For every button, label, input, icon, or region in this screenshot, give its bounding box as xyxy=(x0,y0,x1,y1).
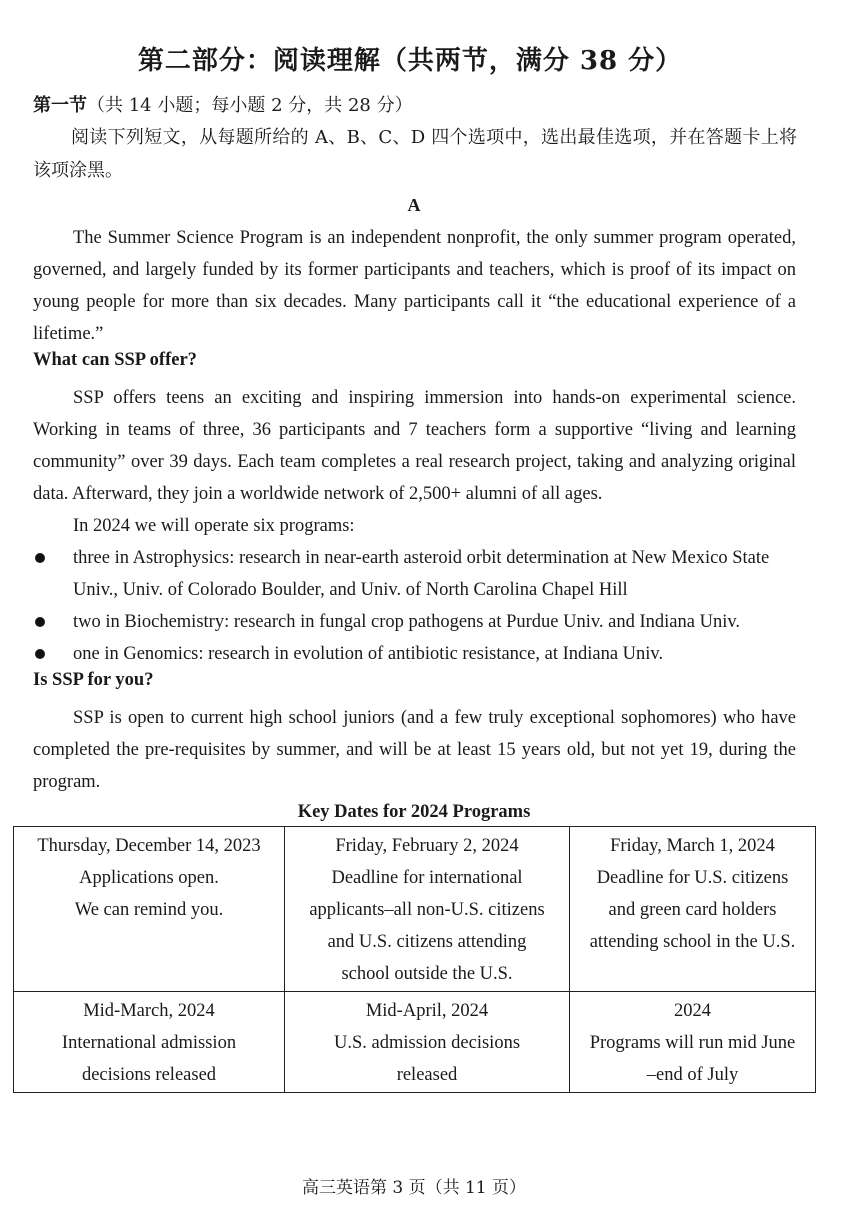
cell-date: 2024 xyxy=(674,1001,711,1021)
cell-text: Programs will run mid June xyxy=(589,1033,796,1053)
cell-text: Deadline for international xyxy=(331,868,523,888)
cell-date: Mid-April, 2024 xyxy=(365,1001,489,1021)
bullet-icon xyxy=(35,553,45,563)
cell-text: attending school in the U.S. xyxy=(589,932,796,952)
table-cell xyxy=(285,827,570,992)
key-dates-table xyxy=(13,826,816,1093)
passage-intro: The Summer Science Program is an independent nonprofit, the only summer program operated, governed, and largely funded by its former participants and teachers, which is proof of its impact on young people for more than six decades. Many participants call it “the educational experience of a lifetime.” xyxy=(33,228,796,344)
for-you-heading: Is SSP for you? xyxy=(33,670,154,690)
list-item xyxy=(33,606,796,638)
passage-label: A xyxy=(407,195,421,215)
table-cell xyxy=(14,992,285,1093)
page-title: 第二部分：阅读理解（共两节，满分 38 分） xyxy=(137,46,683,76)
offer-paragraph: SSP offers teens an exciting and inspiring immersion into hands-on experimental science. Working in teams of three, 36 participants and 7 teachers form a supportive “living and learning community” over 39 days. Each team completes a real research project, taking and analyzing original data. Afterward, they join a worldwide network of 2,500+ alumni of all ages. xyxy=(33,388,796,504)
bullet-icon xyxy=(35,617,45,627)
page-footer: 高三英语第 3 页（共 11 页） xyxy=(301,1178,527,1198)
cell-text: Applications open. xyxy=(79,868,219,888)
cell-date: Thursday, December 14, 2023 xyxy=(37,836,261,856)
list-item xyxy=(33,638,796,670)
cell-text: –end of July xyxy=(646,1065,739,1085)
section-detail: （共 14 小题；每小题 2 分，共 28 分） xyxy=(87,95,413,116)
cell-date: Friday, February 2, 2024 xyxy=(335,836,519,856)
table-cell xyxy=(14,827,285,992)
table-row xyxy=(14,992,816,1093)
cell-text: and U.S. citizens attending xyxy=(327,932,527,952)
cell-text: school outside the U.S. xyxy=(341,964,513,984)
cell-text: International admission xyxy=(61,1033,237,1053)
offer-heading: What can SSP offer? xyxy=(33,350,197,370)
cell-text: U.S. admission decisions xyxy=(333,1033,521,1053)
section-instructions: 阅读下列短文，从每题所给的 A、B、C、D 四个选项中，选出最佳选项，并在答题卡上将该项涂黑。 xyxy=(33,127,797,181)
programs-list xyxy=(33,542,796,670)
table-row xyxy=(14,827,816,992)
program-genomics: one in Genomics: research in evolution of antibiotic resistance, at Indiana Univ. xyxy=(73,644,664,664)
table-cell xyxy=(570,992,816,1093)
cell-text: released xyxy=(396,1065,458,1085)
cell-date: Friday, March 1, 2024 xyxy=(610,836,775,856)
cell-text: We can remind you. xyxy=(74,900,224,920)
for-you-paragraph: SSP is open to current high school juniors (and a few truly exceptional sophomores) who have completed the pre-requisites by summer, and will be at least 15 years old, but not yet 19, during the program. xyxy=(33,708,796,792)
section-name: 第一节 xyxy=(33,95,87,116)
program-biochemistry: two in Biochemistry: research in fungal crop pathogens at Purdue Univ. and Indiana Univ. xyxy=(73,612,741,632)
table-caption: Key Dates for 2024 Programs xyxy=(297,802,531,822)
table-cell xyxy=(285,992,570,1093)
cell-text: and green card holders xyxy=(608,900,777,920)
cell-text: applicants–all non-U.S. citizens xyxy=(309,900,545,920)
cell-text: Deadline for U.S. citizens xyxy=(596,868,789,888)
cell-text: decisions released xyxy=(81,1065,217,1085)
cell-date: Mid-March, 2024 xyxy=(83,1001,215,1021)
table-cell xyxy=(570,827,816,992)
bullet-icon xyxy=(35,649,45,659)
section-heading xyxy=(33,91,413,117)
programs-intro: In 2024 we will operate six programs: xyxy=(73,516,355,536)
list-item xyxy=(33,542,796,606)
program-astrophysics: three in Astrophysics: research in near-earth asteroid orbit determination at New Mexico State Univ., Univ. of Colorado Boulder, and Univ. of North Carolina Chapel Hill xyxy=(73,548,770,600)
